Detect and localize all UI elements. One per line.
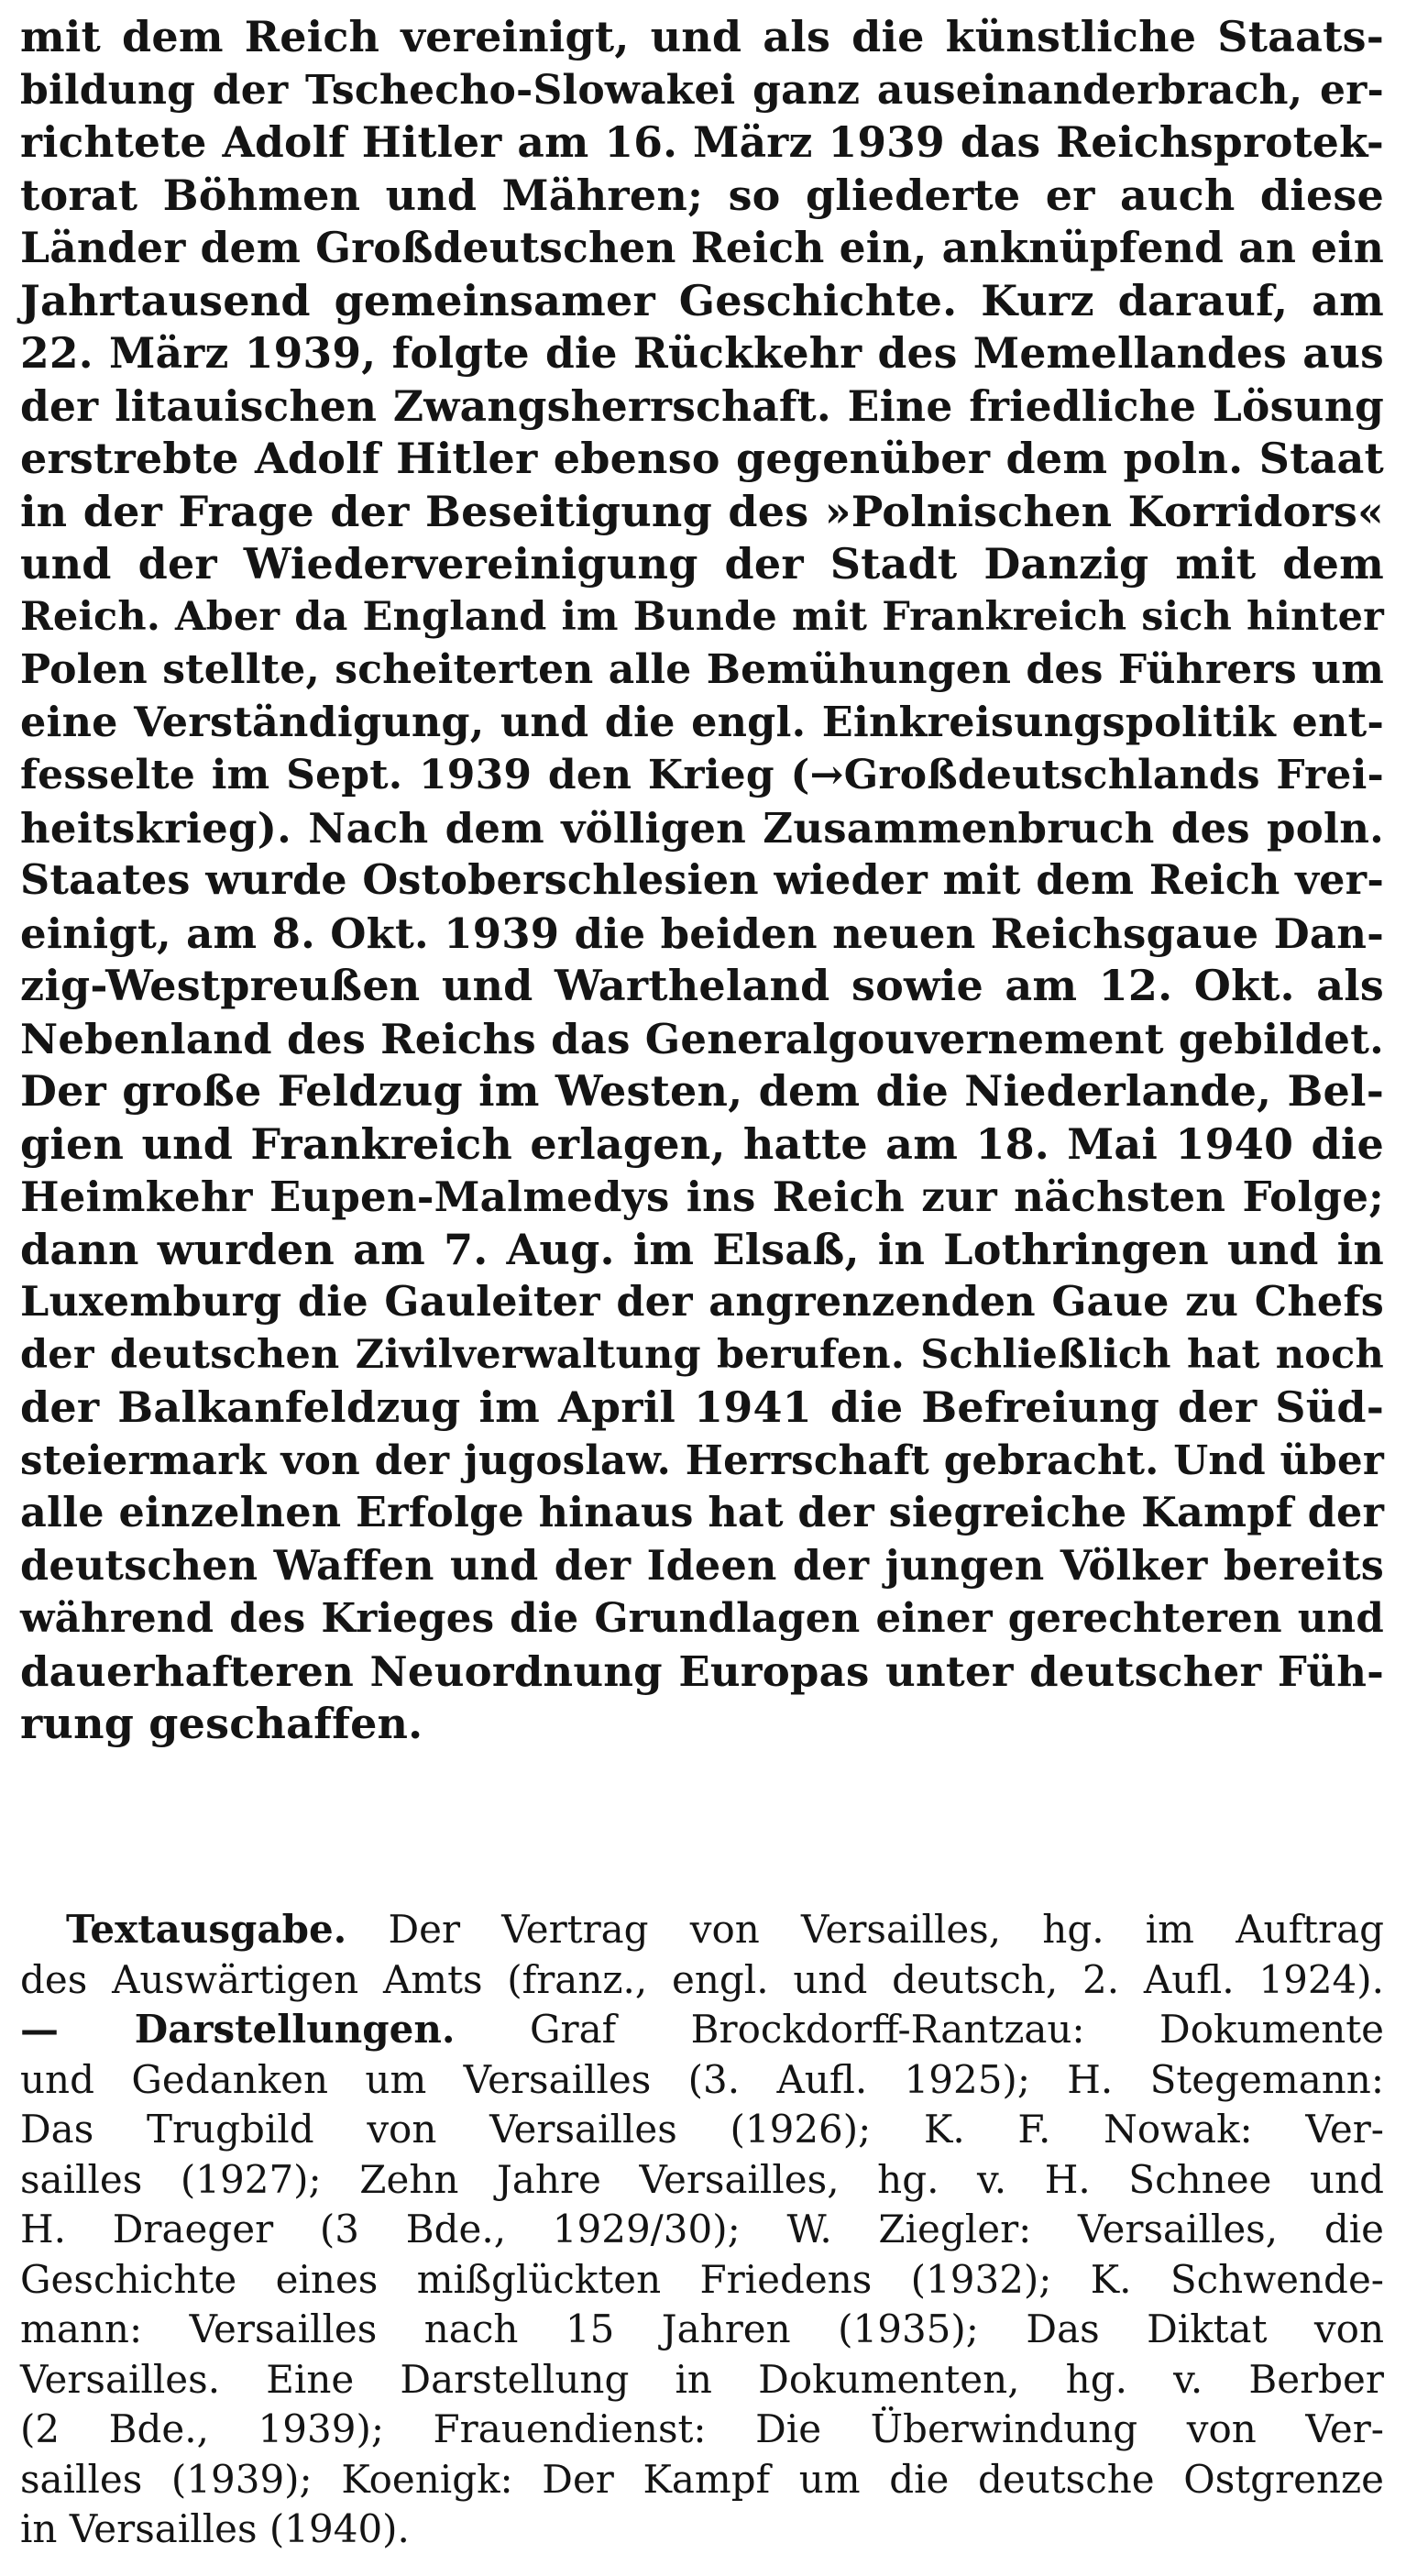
bibliography-text: Das Trugbild von Versailles (1926); K. F. Nowak: Ver- [20,2107,1384,2152]
bibliography-line [20,2205,1384,2255]
bibliography-line [20,1905,1384,1955]
text-line: der Balkanfeldzug im April 1941 die Befreiung der Süd- [20,1382,1384,1432]
bibliography-line [20,1955,1384,2006]
text-line: und der Wiedervereinigung der Stadt Danzig mit dem [20,539,1384,589]
text-line: eine Verständigung, und die engl. Einkreisungspolitik ent- [20,698,1384,746]
text-line: zig-Westpreußen und Wartheland sowie am 12. Okt. als [20,961,1384,1010]
bibliography-line [20,2355,1384,2405]
bibliography-text: sailles (1927); Zehn Jahre Versailles, hg. v. H. Schnee und [20,2156,1384,2202]
text-line: mit dem Reich vereinigt, und als die künstliche Staats- [20,12,1384,61]
bibliography-text: (2 Bde., 1939); Frauendienst: Die Überwindung von Ver- [20,2406,1384,2451]
text-line: der litauischen Zwangsherrschaft. Eine friedliche Lösung [20,380,1384,431]
text-line: Reich. Aber da England im Bunde mit Frankreich sich hinter [20,593,1384,640]
bibliography-line [20,2504,1384,2555]
text-line: Der große Feldzug im Westen, dem die Niederlande, Bel- [20,1066,1384,1116]
bibliography-text: und Gedanken um Versailles (3. Aufl. 1925); H. Stegemann: [20,2056,1384,2102]
text-line: einigt, am 8. Okt. 1939 die beiden neuen Reichsgaue Dan- [20,908,1384,958]
bibliography-text: Graf Brockdorff-Rantzau: Dokumente [455,2007,1384,2052]
bibliography-text: mann: Versailles nach 15 Jahren (1935); Das Diktat von [20,2306,1384,2351]
text-line: Länder dem Großdeutschen Reich ein, anknüpfend an ein [20,223,1385,272]
bibliography-text: sailles (1939); Koenigk: Der Kampf um die deutsche Ostgrenze [20,2456,1384,2502]
bibliography-line [20,2105,1384,2155]
bibliography-text: H. Draeger (3 Bde., 1929/30); W. Ziegler: Versailles, die [20,2207,1384,2251]
bibliography-line [20,2155,1384,2206]
text-line: fesselte im Sept. 1939 den Krieg (→Großdeutschlands Frei- [20,752,1384,798]
text-line: rung geschaffen. [20,1699,423,1748]
bibliography-line [20,2055,1384,2106]
bibliography-text: Versailles. Eine Darstellung in Dokumenten, hg. v. Berber [20,2356,1384,2402]
text-line: erstrebte Adolf Hitler ebenso gegenüber dem poln. Staat [20,434,1384,483]
text-line: in der Frage der Beseitigung des »Polnischen Korridors« [20,486,1384,536]
text-line: richtete Adolf Hitler am 16. März 1939 das Reichsprotek- [20,117,1384,167]
text-line: Staates wurde Ostoberschlesien wieder mit dem Reich ver- [20,856,1384,904]
text-line: Nebenland des Reichs das Generalgouvernement gebildet. [20,1014,1384,1063]
text-line: während des Krieges die Grundlagen einer gerechteren und [20,1595,1384,1642]
bibliography-text: Der Vertrag von Versailles, hg. im Auftrag [346,1907,1384,1952]
bibliography-line [20,2005,1384,2055]
text-line: steiermark von der jugoslaw. Herrschaft gebracht. Und über [20,1437,1384,1484]
bibliography-text: Geschichte eines mißglückten Friedens (1932); K. Schwende- [20,2256,1384,2302]
text-line: Heimkehr Eupen-Malmedys ins Reich zur nächsten Folge; [20,1172,1384,1221]
bibliography-block [20,1905,1384,2555]
text-line: alle einzelnen Erfolge hinaus hat der siegreiche Kampf der [20,1489,1385,1536]
bibliography-line [20,2255,1384,2306]
text-line: Jahrtausend gemeinsamer Geschichte. Kurz darauf, am [20,275,1384,325]
text-line: gien und Frankreich erlagen, hatte am 18. Mai 1940 die [20,1118,1384,1169]
text-line: Polen stellte, scheiterten alle Bemühungen des Führers um [20,646,1384,693]
bibliography-line [20,2305,1384,2355]
main-text-block [20,11,1384,1751]
section-heading: Textausgabe. [66,1907,347,1952]
text-line: deutschen Waffen und der Ideen der jungen Völker bereits [20,1541,1384,1590]
text-line: der deutschen Zivilverwaltung berufen. Schließlich hat noch [20,1331,1384,1378]
text-line: Luxemburg die Gauleiter der angrenzenden Gaue zu Chefs [20,1278,1384,1326]
bibliography-line [20,2405,1384,2455]
text-line: dauerhafteren Neuordnung Europas unter deutscher Füh- [20,1646,1384,1696]
text-line: heitskrieg). Nach dem völligen Zusammenbruch des poln. [20,803,1384,853]
bibliography-text: in Versailles (1940). [20,2506,410,2551]
text-line: bildung der Tschecho-Slowakei ganz auseinanderbrach, er- [20,66,1384,114]
bibliography-text: des Auswärtigen Amts (franz., engl. und deutsch, 2. Aufl. 1924). [20,1956,1384,2002]
bibliography-line [20,2455,1384,2505]
text-line: torat Böhmen und Mähren; so gliederte er auch diese [20,170,1384,220]
text-line: dann wurden am 7. Aug. im Elsaß, in Lothringen und in [20,1224,1384,1274]
text-line: 22. März 1939, folgte die Rückkehr des Memellandes aus [20,328,1384,378]
section-heading: — Darstellungen. [20,2007,456,2052]
